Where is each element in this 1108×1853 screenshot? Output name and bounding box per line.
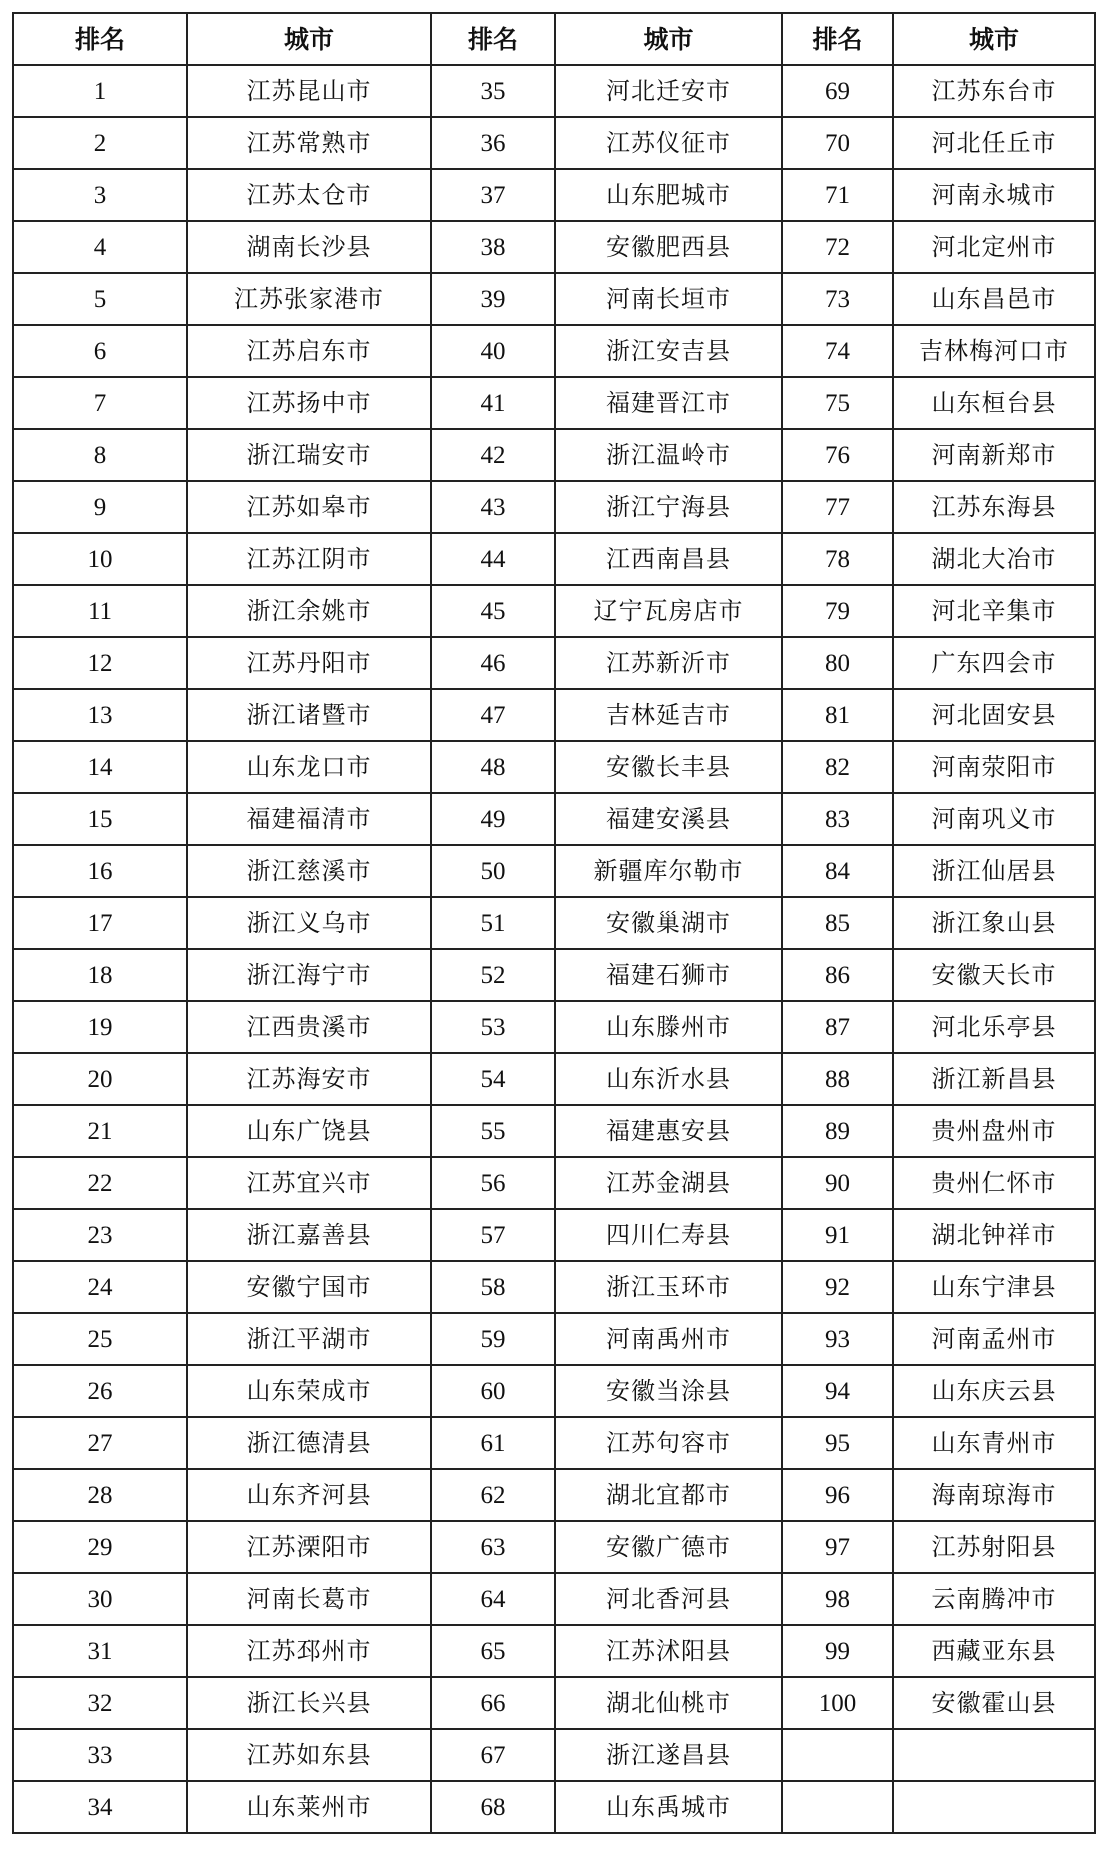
rank-cell: 81 — [782, 689, 893, 741]
rank-cell: 46 — [431, 637, 555, 689]
city-cell: 河南荥阳市 — [893, 741, 1095, 793]
rank-cell: 7 — [13, 377, 187, 429]
rank-cell: 15 — [13, 793, 187, 845]
rank-cell: 92 — [782, 1261, 893, 1313]
rank-cell: 54 — [431, 1053, 555, 1105]
rank-cell: 22 — [13, 1157, 187, 1209]
city-cell: 江苏常熟市 — [187, 117, 431, 169]
city-cell: 安徽天长市 — [893, 949, 1095, 1001]
city-cell: 贵州仁怀市 — [893, 1157, 1095, 1209]
rank-cell: 79 — [782, 585, 893, 637]
city-cell: 安徽当涂县 — [555, 1365, 782, 1417]
rank-cell: 2 — [13, 117, 187, 169]
rank-cell: 14 — [13, 741, 187, 793]
city-cell: 福建惠安县 — [555, 1105, 782, 1157]
city-cell: 河南长垣市 — [555, 273, 782, 325]
city-cell: 湖北仙桃市 — [555, 1677, 782, 1729]
city-cell: 江苏仪征市 — [555, 117, 782, 169]
rank-cell: 58 — [431, 1261, 555, 1313]
header-city: 城市 — [187, 13, 431, 65]
city-cell: 安徽宁国市 — [187, 1261, 431, 1313]
rank-cell: 16 — [13, 845, 187, 897]
rank-cell: 52 — [431, 949, 555, 1001]
city-cell: 江苏丹阳市 — [187, 637, 431, 689]
city-cell: 江苏金湖县 — [555, 1157, 782, 1209]
rank-cell: 25 — [13, 1313, 187, 1365]
city-cell: 浙江海宁市 — [187, 949, 431, 1001]
table-row — [13, 949, 1095, 1001]
table-row — [13, 1625, 1095, 1677]
city-cell: 浙江仙居县 — [893, 845, 1095, 897]
rank-cell: 76 — [782, 429, 893, 481]
rank-cell: 1 — [13, 65, 187, 117]
city-cell: 河南巩义市 — [893, 793, 1095, 845]
rank-cell: 89 — [782, 1105, 893, 1157]
table-row — [13, 897, 1095, 949]
city-cell — [893, 1781, 1095, 1833]
city-cell: 浙江平湖市 — [187, 1313, 431, 1365]
city-cell: 浙江宁海县 — [555, 481, 782, 533]
rank-cell: 11 — [13, 585, 187, 637]
table-row — [13, 1261, 1095, 1313]
rank-cell: 84 — [782, 845, 893, 897]
city-cell: 河北辛集市 — [893, 585, 1095, 637]
table-row — [13, 1001, 1095, 1053]
header-row — [13, 13, 1095, 65]
table-row — [13, 741, 1095, 793]
rank-cell: 10 — [13, 533, 187, 585]
city-cell: 江苏如东县 — [187, 1729, 431, 1781]
city-cell: 四川仁寿县 — [555, 1209, 782, 1261]
ranking-table — [12, 12, 1096, 1834]
city-cell: 海南琼海市 — [893, 1469, 1095, 1521]
table-row — [13, 117, 1095, 169]
city-cell: 广东四会市 — [893, 637, 1095, 689]
rank-cell: 18 — [13, 949, 187, 1001]
rank-cell: 50 — [431, 845, 555, 897]
city-cell: 福建石狮市 — [555, 949, 782, 1001]
city-cell: 江苏如皋市 — [187, 481, 431, 533]
rank-cell: 29 — [13, 1521, 187, 1573]
table-row — [13, 377, 1095, 429]
city-cell: 江苏海安市 — [187, 1053, 431, 1105]
city-cell: 河北定州市 — [893, 221, 1095, 273]
city-cell: 山东禹城市 — [555, 1781, 782, 1833]
table-row — [13, 1469, 1095, 1521]
city-cell — [893, 1729, 1095, 1781]
table-row — [13, 1105, 1095, 1157]
city-cell: 江苏邳州市 — [187, 1625, 431, 1677]
rank-cell: 68 — [431, 1781, 555, 1833]
city-cell: 湖南长沙县 — [187, 221, 431, 273]
city-cell: 山东荣成市 — [187, 1365, 431, 1417]
table-row — [13, 1053, 1095, 1105]
rank-cell: 30 — [13, 1573, 187, 1625]
city-cell: 江苏句容市 — [555, 1417, 782, 1469]
rank-cell: 96 — [782, 1469, 893, 1521]
rank-cell: 27 — [13, 1417, 187, 1469]
city-cell: 江苏太仓市 — [187, 169, 431, 221]
city-cell: 河南长葛市 — [187, 1573, 431, 1625]
table-row — [13, 689, 1095, 741]
table-row — [13, 1313, 1095, 1365]
rank-cell: 48 — [431, 741, 555, 793]
table-row — [13, 1417, 1095, 1469]
rank-cell: 60 — [431, 1365, 555, 1417]
rank-cell: 93 — [782, 1313, 893, 1365]
table-row — [13, 637, 1095, 689]
rank-cell: 8 — [13, 429, 187, 481]
rank-cell: 43 — [431, 481, 555, 533]
city-cell: 江苏新沂市 — [555, 637, 782, 689]
rank-cell: 94 — [782, 1365, 893, 1417]
city-cell: 江苏东海县 — [893, 481, 1095, 533]
table-row — [13, 1157, 1095, 1209]
rank-cell: 73 — [782, 273, 893, 325]
city-cell: 江苏溧阳市 — [187, 1521, 431, 1573]
city-cell: 江西贵溪市 — [187, 1001, 431, 1053]
rank-cell: 38 — [431, 221, 555, 273]
city-cell: 山东昌邑市 — [893, 273, 1095, 325]
rank-cell: 9 — [13, 481, 187, 533]
rank-cell: 70 — [782, 117, 893, 169]
rank-cell: 12 — [13, 637, 187, 689]
rank-cell: 59 — [431, 1313, 555, 1365]
city-cell: 浙江象山县 — [893, 897, 1095, 949]
rank-cell: 88 — [782, 1053, 893, 1105]
rank-cell — [782, 1781, 893, 1833]
rank-cell: 64 — [431, 1573, 555, 1625]
city-cell: 湖北宜都市 — [555, 1469, 782, 1521]
city-cell: 浙江新昌县 — [893, 1053, 1095, 1105]
rank-cell: 5 — [13, 273, 187, 325]
table-row — [13, 429, 1095, 481]
city-cell: 河北固安县 — [893, 689, 1095, 741]
city-cell: 河南永城市 — [893, 169, 1095, 221]
city-cell: 浙江余姚市 — [187, 585, 431, 637]
rank-cell: 44 — [431, 533, 555, 585]
city-cell: 山东广饶县 — [187, 1105, 431, 1157]
city-cell: 江苏沭阳县 — [555, 1625, 782, 1677]
rank-cell: 55 — [431, 1105, 555, 1157]
city-cell: 湖北大冶市 — [893, 533, 1095, 585]
rank-cell: 71 — [782, 169, 893, 221]
rank-cell: 28 — [13, 1469, 187, 1521]
rank-cell: 40 — [431, 325, 555, 377]
city-cell: 西藏亚东县 — [893, 1625, 1095, 1677]
rank-cell: 13 — [13, 689, 187, 741]
rank-cell: 85 — [782, 897, 893, 949]
city-cell: 江苏启东市 — [187, 325, 431, 377]
rank-cell: 67 — [431, 1729, 555, 1781]
rank-cell: 83 — [782, 793, 893, 845]
rank-cell: 32 — [13, 1677, 187, 1729]
rank-cell: 24 — [13, 1261, 187, 1313]
rank-cell: 23 — [13, 1209, 187, 1261]
table-row — [13, 1677, 1095, 1729]
table-row — [13, 65, 1095, 117]
city-cell: 山东桓台县 — [893, 377, 1095, 429]
rank-cell — [782, 1729, 893, 1781]
city-cell: 江苏宜兴市 — [187, 1157, 431, 1209]
header-city: 城市 — [893, 13, 1095, 65]
city-cell: 江苏东台市 — [893, 65, 1095, 117]
city-cell: 浙江德清县 — [187, 1417, 431, 1469]
table-row — [13, 1521, 1095, 1573]
rank-cell: 99 — [782, 1625, 893, 1677]
rank-cell: 91 — [782, 1209, 893, 1261]
city-cell: 河北香河县 — [555, 1573, 782, 1625]
city-cell: 辽宁瓦房店市 — [555, 585, 782, 637]
table-row — [13, 221, 1095, 273]
rank-cell: 75 — [782, 377, 893, 429]
city-cell: 安徽巢湖市 — [555, 897, 782, 949]
table-row — [13, 1365, 1095, 1417]
table-row — [13, 533, 1095, 585]
rank-cell: 57 — [431, 1209, 555, 1261]
rank-cell: 80 — [782, 637, 893, 689]
city-cell: 山东庆云县 — [893, 1365, 1095, 1417]
table-row — [13, 1209, 1095, 1261]
city-cell: 河北乐亭县 — [893, 1001, 1095, 1053]
city-cell: 安徽霍山县 — [893, 1677, 1095, 1729]
city-cell: 江苏江阴市 — [187, 533, 431, 585]
city-cell: 河北迁安市 — [555, 65, 782, 117]
rank-cell: 51 — [431, 897, 555, 949]
city-cell: 山东宁津县 — [893, 1261, 1095, 1313]
rank-cell: 78 — [782, 533, 893, 585]
city-cell: 安徽长丰县 — [555, 741, 782, 793]
table-row — [13, 481, 1095, 533]
city-cell: 山东青州市 — [893, 1417, 1095, 1469]
city-cell: 江苏扬中市 — [187, 377, 431, 429]
rank-cell: 56 — [431, 1157, 555, 1209]
rank-cell: 87 — [782, 1001, 893, 1053]
city-cell: 浙江慈溪市 — [187, 845, 431, 897]
city-cell: 福建晋江市 — [555, 377, 782, 429]
rank-cell: 3 — [13, 169, 187, 221]
city-cell: 浙江安吉县 — [555, 325, 782, 377]
city-cell: 山东肥城市 — [555, 169, 782, 221]
city-cell: 吉林延吉市 — [555, 689, 782, 741]
rank-cell: 65 — [431, 1625, 555, 1677]
rank-cell: 74 — [782, 325, 893, 377]
city-cell: 江苏射阳县 — [893, 1521, 1095, 1573]
city-cell: 浙江瑞安市 — [187, 429, 431, 481]
rank-cell: 42 — [431, 429, 555, 481]
city-cell: 浙江诸暨市 — [187, 689, 431, 741]
rank-cell: 90 — [782, 1157, 893, 1209]
city-cell: 江西南昌县 — [555, 533, 782, 585]
city-cell: 云南腾冲市 — [893, 1573, 1095, 1625]
rank-cell: 36 — [431, 117, 555, 169]
table-row — [13, 585, 1095, 637]
city-cell: 贵州盘州市 — [893, 1105, 1095, 1157]
table-row — [13, 1573, 1095, 1625]
city-cell: 浙江玉环市 — [555, 1261, 782, 1313]
rank-cell: 6 — [13, 325, 187, 377]
rank-cell: 37 — [431, 169, 555, 221]
rank-cell: 49 — [431, 793, 555, 845]
rank-cell: 100 — [782, 1677, 893, 1729]
rank-cell: 53 — [431, 1001, 555, 1053]
city-cell: 湖北钟祥市 — [893, 1209, 1095, 1261]
rank-cell: 41 — [431, 377, 555, 429]
rank-cell: 72 — [782, 221, 893, 273]
table-row — [13, 169, 1095, 221]
city-cell: 山东滕州市 — [555, 1001, 782, 1053]
rank-cell: 4 — [13, 221, 187, 273]
city-cell: 安徽肥西县 — [555, 221, 782, 273]
rank-cell: 19 — [13, 1001, 187, 1053]
header-rank: 排名 — [782, 13, 893, 65]
rank-cell: 47 — [431, 689, 555, 741]
header-city: 城市 — [555, 13, 782, 65]
city-cell: 江苏昆山市 — [187, 65, 431, 117]
city-cell: 浙江嘉善县 — [187, 1209, 431, 1261]
table-row — [13, 845, 1095, 897]
city-cell: 河南禹州市 — [555, 1313, 782, 1365]
rank-cell: 26 — [13, 1365, 187, 1417]
rank-cell: 39 — [431, 273, 555, 325]
city-cell: 浙江遂昌县 — [555, 1729, 782, 1781]
rank-cell: 98 — [782, 1573, 893, 1625]
rank-cell: 63 — [431, 1521, 555, 1573]
city-cell: 江苏张家港市 — [187, 273, 431, 325]
table-row — [13, 1781, 1095, 1833]
city-cell: 福建福清市 — [187, 793, 431, 845]
city-cell: 浙江温岭市 — [555, 429, 782, 481]
rank-cell: 20 — [13, 1053, 187, 1105]
table-row — [13, 793, 1095, 845]
city-cell: 河南孟州市 — [893, 1313, 1095, 1365]
rank-cell: 45 — [431, 585, 555, 637]
city-cell: 新疆库尔勒市 — [555, 845, 782, 897]
rank-cell: 95 — [782, 1417, 893, 1469]
city-cell: 吉林梅河口市 — [893, 325, 1095, 377]
rank-cell: 33 — [13, 1729, 187, 1781]
rank-cell: 31 — [13, 1625, 187, 1677]
city-cell: 山东沂水县 — [555, 1053, 782, 1105]
rank-cell: 35 — [431, 65, 555, 117]
city-cell: 浙江义乌市 — [187, 897, 431, 949]
header-rank: 排名 — [13, 13, 187, 65]
city-cell: 福建安溪县 — [555, 793, 782, 845]
rank-cell: 66 — [431, 1677, 555, 1729]
rank-cell: 82 — [782, 741, 893, 793]
city-cell: 山东齐河县 — [187, 1469, 431, 1521]
table-row — [13, 273, 1095, 325]
rank-cell: 97 — [782, 1521, 893, 1573]
rank-cell: 77 — [782, 481, 893, 533]
table-header — [13, 13, 1095, 65]
rank-cell: 69 — [782, 65, 893, 117]
rank-cell: 17 — [13, 897, 187, 949]
rank-cell: 34 — [13, 1781, 187, 1833]
city-cell: 河北任丘市 — [893, 117, 1095, 169]
rank-cell: 21 — [13, 1105, 187, 1157]
city-cell: 山东莱州市 — [187, 1781, 431, 1833]
table-row — [13, 325, 1095, 377]
table-body — [13, 65, 1095, 1833]
rank-cell: 62 — [431, 1469, 555, 1521]
rank-cell: 86 — [782, 949, 893, 1001]
city-cell: 山东龙口市 — [187, 741, 431, 793]
city-cell: 安徽广德市 — [555, 1521, 782, 1573]
header-rank: 排名 — [431, 13, 555, 65]
city-cell: 浙江长兴县 — [187, 1677, 431, 1729]
rank-cell: 61 — [431, 1417, 555, 1469]
table-row — [13, 1729, 1095, 1781]
city-cell: 河南新郑市 — [893, 429, 1095, 481]
